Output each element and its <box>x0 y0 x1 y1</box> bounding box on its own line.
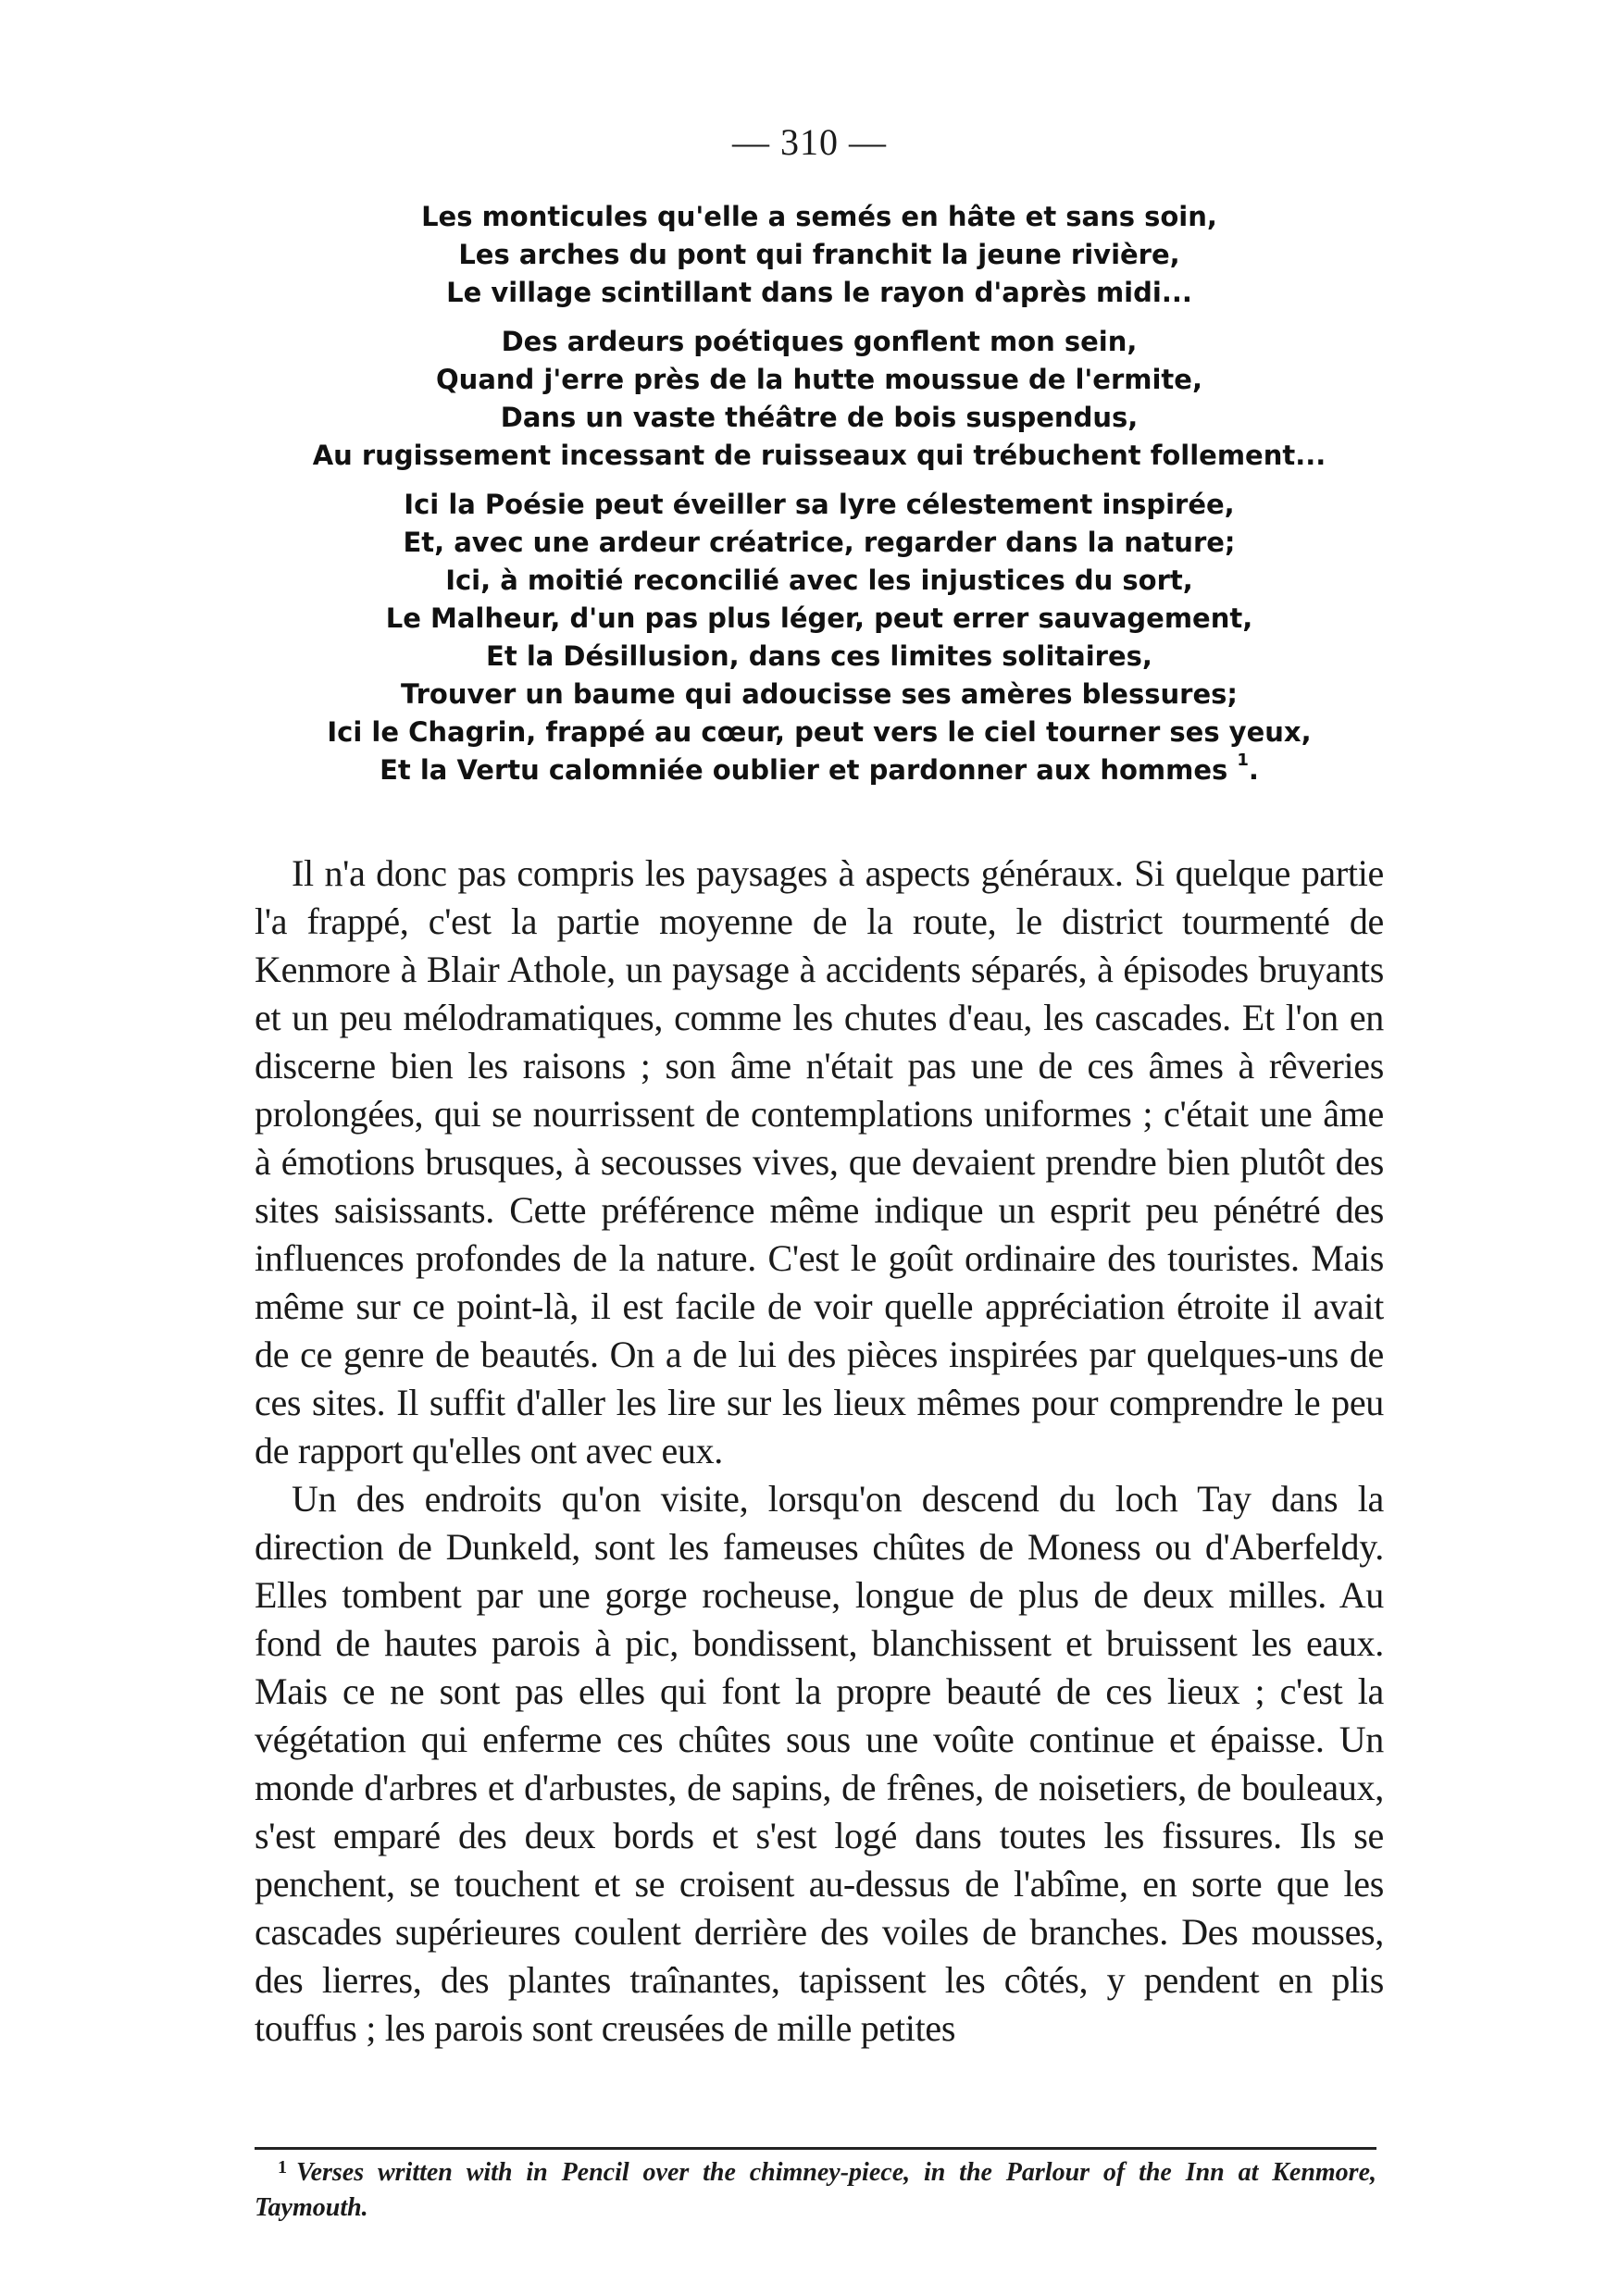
poem-line: Ici, à moitié reconcilié avec les injustices du sort, <box>445 565 1193 596</box>
poem-line: Et la Désillusion, dans ces limites solitaires, <box>486 640 1152 672</box>
poem-last-line-end: . <box>1248 754 1259 786</box>
poem-line: Et, avec une ardeur créatrice, regarder dans la nature; <box>403 527 1236 558</box>
poem-line: Les arches du pont qui franchit la jeune rivière, <box>458 239 1180 270</box>
poem-line: Dans un vaste théâtre de bois suspendus, <box>500 402 1139 433</box>
footnote-text: Verses written with in Pencil over the chimney-piece, in the Parlour of the Inn at Kenmore, Taymouth. <box>255 2158 1376 2222</box>
footnote-reference[interactable]: 1 <box>1237 751 1249 771</box>
footnote-marker: 1 <box>278 2157 287 2178</box>
body-paragraph: Il n'a donc pas compris les paysages à aspects généraux. Si quelque partie l'a frappé, c'est la partie moyenne de la route, le district tourmenté de Kenmore à Blair Athole, un paysage à accidents séparés, à épisodes bruyants et un peu mélodramatiques, comme les chutes d'eau, les cascades. Et l'on en discerne bien les raisons ; son âme n'était pas une de ces âmes à rêveries prolongées, qui se nourrissent de contemplations uniformes ; c'était une âme à émotions brusques, à secousses vives, que devaient prendre bien plutôt des sites saisissants. Cette préférence même indique un esprit peu pénétré des influences profondes de la nature. C'est le goût ordinaire des touristes. Mais même sur ce point-là, il est facile de voir quelle appréciation étroite il avait de ce genre de beautés. On a de lui des pièces inspirées par quelques-uns de ces sites. Il suffit d'aller les lire sur les lieux mêmes pour comprendre le peu de rapport qu'elles ont avec eux. <box>255 852 1384 1471</box>
footnote <box>255 2156 1376 2225</box>
poem-last-line-text: Et la Vertu calomniée oublier et pardonner aux hommes <box>380 754 1228 786</box>
poem-line: Des ardeurs poétiques gonflent mon sein, <box>501 326 1138 357</box>
poem-line: Ici le Chagrin, frappé au cœur, peut vers le ciel tourner ses yeux, <box>327 716 1312 748</box>
poem-line: Quand j'erre près de la hutte moussue de l'ermite, <box>436 364 1202 395</box>
poem-line: Ici la Poésie peut éveiller sa lyre célestement inspirée, <box>404 489 1235 520</box>
poem-line: Au rugissement incessant de ruisseaux qui trébuchent follement... <box>312 440 1326 471</box>
body-paragraph: Un des endroits qu'on visite, lorsqu'on descend du loch Tay dans la direction de Dunkeld, sont les fameuses chûtes de Moness ou d'Aberfeldy. Elles tombent par une gorge rocheuse, longue de plus de deux milles. Au fond de hautes parois à pic, bondissent, blanchissent et bruissent les eaux. Mais ce ne sont pas elles qui font la propre beauté de ces lieux ; c'est la végétation qui enferme ces chûtes sous une voûte continue et épaisse. Un monde d'arbres et d'arbustes, de sapins, de frênes, de noisetiers, de bouleaux, s'est emparé des deux bords et s'est logé dans toutes les fissures. Ils se penchent, se touchent et se croisent au-dessus de l'abîme, en sorte que les cascades supérieures coulent derrière des voiles de branches. Des mousses, des lierres, des plantes traînantes, tapissent les côtés, y pendent en plis touffus ; les parois sont creusées de mille petites <box>255 1478 1384 2049</box>
footnote-separator <box>255 2147 1376 2150</box>
poem-line: Les monticules qu'elle a semés en hâte et sans soin, <box>421 201 1217 232</box>
poem-last-line <box>305 751 1333 789</box>
poem-line: Trouver un baume qui adoucisse ses amères blessures; <box>401 678 1238 710</box>
body-text <box>255 850 1384 2053</box>
poem-stanza <box>305 323 1333 475</box>
poem-block <box>305 198 1333 800</box>
poem-line: Le village scintillant dans le rayon d'après midi... <box>446 277 1192 308</box>
page-number: — 310 — <box>732 121 887 163</box>
poem-stanza <box>305 198 1333 312</box>
poem-stanza <box>305 486 1333 789</box>
poem-line: Le Malheur, d'un pas plus léger, peut errer sauvagement, <box>385 602 1253 634</box>
